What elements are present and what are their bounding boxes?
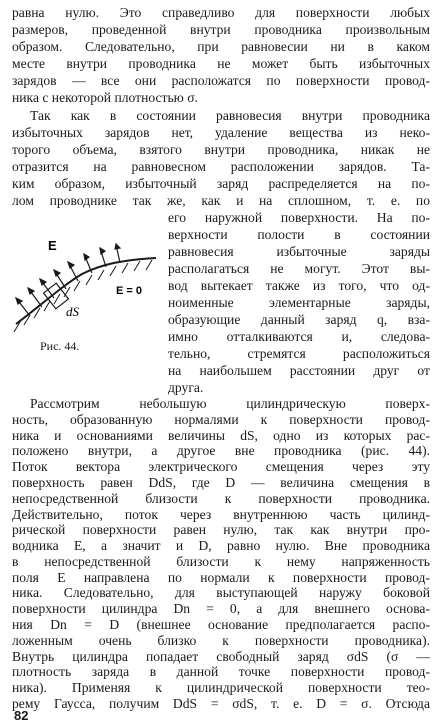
paragraph-first-line: Рассмотрим небольшую цилиндрическую поверх- (30, 396, 430, 411)
text-line: в непосредственной близости к нему напряженность (12, 553, 430, 569)
text-line: равна нулю. Это справедливо для поверхности любых (12, 5, 430, 20)
text-line: ноименные элементарные заряды, (168, 295, 430, 310)
text-line: образом. Следовательно, при равновесии ни в каком (12, 39, 430, 54)
text-line: Действительно, поток через внутреннюю часть цилинд- (12, 506, 430, 522)
figure-44-conductor-surface (10, 228, 160, 346)
text-line: рической поверхности равен нулю, так как внутри про- (12, 522, 430, 538)
text-line: водника E, а значит и D, равно нулю. Вне проводника (12, 538, 430, 554)
text-line: Поток вектора электрического смещения через эту (12, 459, 430, 475)
text-line: плотность заряда в данной точке поверхности провод- (12, 664, 430, 680)
label-E-zero: E = 0 (116, 285, 142, 297)
page-number: 82 (14, 708, 29, 723)
paragraph-first-line: Так как в состоянии равновесия внутри проводника (30, 108, 430, 123)
text-line: тельно, стремятся расположиться (168, 346, 430, 361)
label-dS: dS (66, 304, 79, 319)
text-line: друга. (168, 380, 204, 395)
text-line: ника. Следовательно, для выступающей наружу боковой (12, 585, 430, 601)
text-line: на наибольшем расстоянии друг от (168, 363, 430, 378)
text-line: положено внутри, а другое вне проводника (рис. 44). (12, 443, 430, 459)
text-line: зарядов — все они расположатся по поверхности провод- (12, 73, 430, 88)
text-line: ким образом, избыточный заряд распределяется на по- (12, 176, 430, 191)
text-line: размеров, проведенной внутри проводника произвольным (12, 22, 430, 37)
text-line: ника). Применяя к цилиндрической поверхности тео- (12, 680, 430, 696)
text-line: торого объема, взятого внутри проводника, никак не (12, 142, 430, 157)
text-line: месте внутри проводника не может быть избыточных (12, 56, 430, 71)
text-line: ния Dn = D (внешнее основание предполагается распо- (12, 617, 430, 633)
text-line: ника с некоторой плотностью σ. (12, 90, 198, 105)
label-E: E (48, 238, 57, 253)
text-line: лом проводнике так же, как и на сплошном, т. е. по (12, 193, 430, 208)
text-line: образующие данный заряд q, вза- (168, 312, 430, 327)
text-line: избыточных зарядов нет, удаление вещества из неко- (12, 125, 430, 140)
text-line: Внутрь цилиндра попадает свободный заряд σdS (σ — (12, 648, 430, 664)
text-line: ложенным очень близко к поверхности проводника). (12, 632, 430, 648)
text-line: ника и основаниями величины dS, одно из которых рас- (12, 427, 430, 443)
text-line: равновесия избыточные заряды (168, 244, 430, 259)
text-line: поверхности цилиндра Dn = 0, а для внешнего основа- (12, 601, 430, 617)
text-line: рему Гаусса, получим DdS = σdS, т. е. D = σ. Отсюда (12, 696, 430, 711)
text-line: непосредственной близости к поверхности проводника. (12, 490, 430, 506)
text-line: его наружной поверхности. На по- (168, 210, 430, 225)
text-line: отразится на равновесном расположении зарядов. Та- (12, 159, 430, 174)
text-line: поверхность равен DdS, где D — величина смещения в (12, 474, 430, 490)
text-line: вод вытекает также из того, что од- (168, 278, 430, 293)
text-line: верхности полости в состоянии (168, 227, 430, 242)
text-line: поля E направлена по нормали к поверхности провод- (12, 569, 430, 585)
text-line: ность, образованную нормалями к поверхности провод- (12, 411, 430, 427)
text-line: имно отталкиваются и, следова- (168, 329, 430, 344)
figure-caption: Рис. 44. (40, 339, 80, 353)
text-line: располагаться не могут. Этот вы- (168, 261, 430, 276)
